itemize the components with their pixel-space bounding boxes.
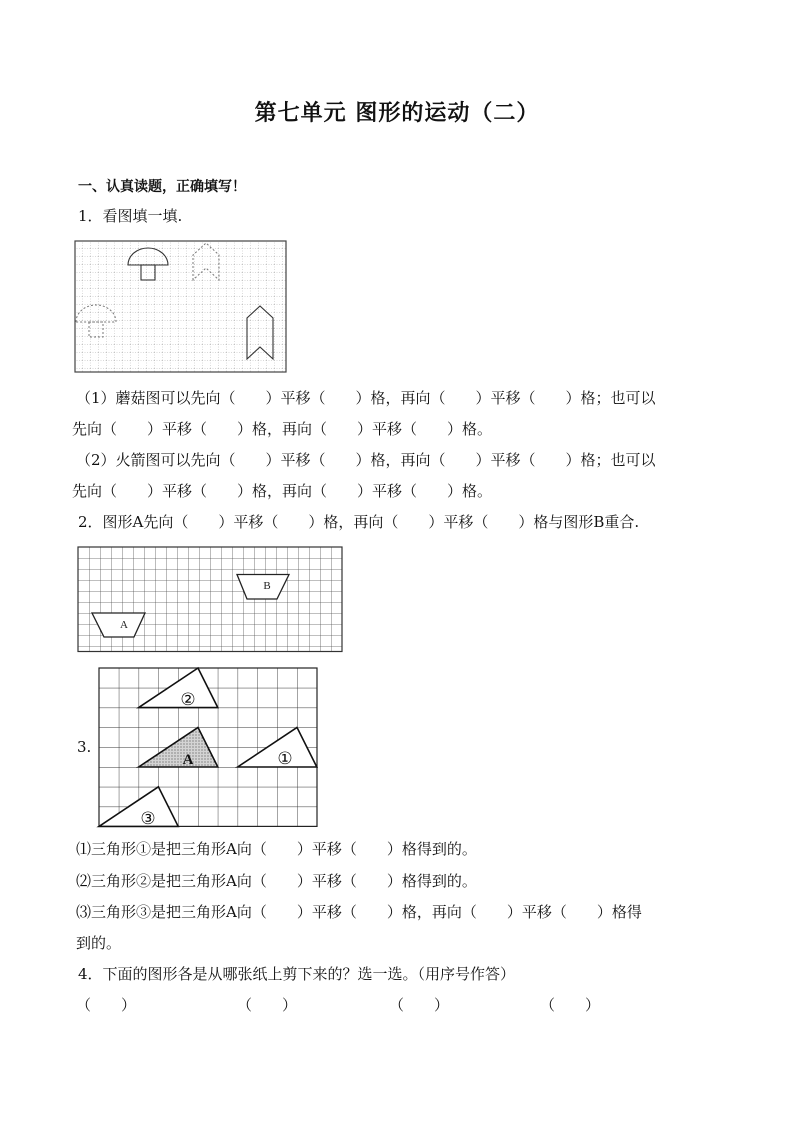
- label-2: ②: [180, 690, 196, 710]
- q3-part2: ⑵三角形②是把三角形A向（ ）平移（ ）格得到的。: [76, 872, 477, 890]
- label-1: ①: [277, 749, 293, 769]
- q1-part2-line1: （2）火箭图可以先向（ ）平移（ ）格，再向（ ）平移（ ）格；也可以: [76, 451, 656, 469]
- q4-answer-blank-1[interactable]: （ ）: [76, 996, 137, 1014]
- q4-answer-blank-2[interactable]: （ ）: [237, 996, 298, 1014]
- q4-answer-blank-3[interactable]: （ ）: [389, 996, 450, 1014]
- q2-figure: [78, 547, 342, 653]
- q3-figure: [99, 668, 317, 827]
- label-a: A: [120, 619, 128, 631]
- q1-part2-line2: 先向（ ）平移（ ）格，再向（ ）平移（ ）格。: [72, 482, 493, 500]
- q4-answer-blank-4[interactable]: （ ）: [540, 996, 601, 1014]
- section-heading: 一、认真读题，正确填写！: [78, 179, 246, 195]
- q1-part1-line2: 先向（ ）平移（ ）格，再向（ ）平移（ ）格。: [72, 420, 493, 438]
- q3-part3-line1: ⑶三角形③是把三角形A向（ ）平移（ ）格，再向（ ）平移（ ）格得: [76, 903, 642, 921]
- q1-part1-line1: （1）蘑菇图可以先向（ ）平移（ ）格，再向（ ）平移（ ）格；也可以: [76, 389, 656, 407]
- page-title: 第七单元 图形的运动（二）: [254, 100, 540, 126]
- label-b: B: [263, 580, 271, 592]
- label-a: A: [182, 752, 194, 768]
- question-3-number: 3.: [77, 738, 92, 756]
- question-2-stem: 2．图形A先向（ ）平移（ ）格，再向（ ）平移（ ）格与图形B重合.: [78, 513, 640, 531]
- q1-figure: [74, 240, 288, 373]
- question-1-stem: 1．看图填一填.: [78, 207, 183, 225]
- q3-part3-line2: 到的。: [76, 934, 122, 952]
- label-3: ③: [140, 809, 156, 829]
- question-4-stem: 4．下面的图形各是从哪张纸上剪下来的？选一选。（用序号作答）: [78, 965, 516, 983]
- q3-part1: ⑴三角形①是把三角形A向（ ）平移（ ）格得到的。: [76, 840, 477, 858]
